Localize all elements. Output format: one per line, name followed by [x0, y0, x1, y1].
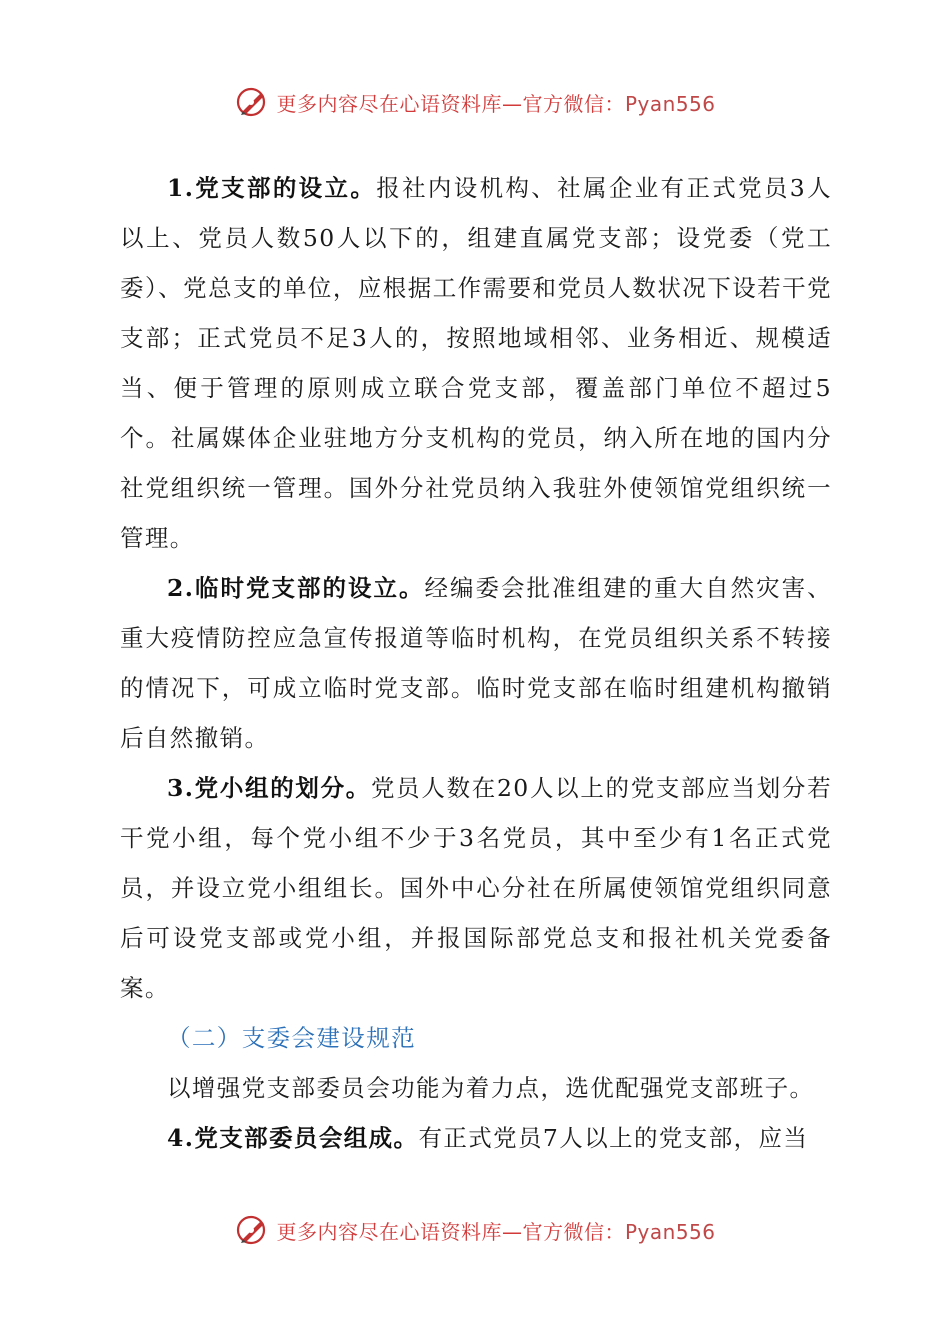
watermark-text: 更多内容尽在心语资料库—官方微信：Pyan556: [276, 91, 716, 116]
paragraph-4: [120, 1113, 832, 1163]
paragraph-4-body: 有正式党员7人以上的党支部，应当: [418, 1124, 809, 1152]
wechat-id-footer: Pyan556: [624, 1219, 716, 1244]
paragraph-1-body: 报社内设机构、社属企业有正式党员3人以上、党员人数50人以下的，组建直属党支部；设党委（党工委）、党总支的单位，应根据工作需要和党员人数状况下设若干党支部；正式党员不足3人的，按照地域相邻、业务相近、规模适当、便于管理的原则成立联合党支部，覆盖部门单位不超过5个。社属媒体企业驻地方分支机构的党员，纳入所在地的国内分社党组织统一管理。国外分社党员纳入我驻外使领馆党组织统一管理。: [120, 174, 832, 552]
section-intro: 以增强党支部委员会功能为着力点，选优配强党支部班子。: [167, 1074, 815, 1102]
watermark-text-footer: 更多内容尽在心语资料库—官方微信：Pyan556: [276, 1219, 716, 1244]
wechat-id: Pyan556: [624, 91, 716, 116]
pen-circle-icon: [234, 1212, 270, 1248]
paragraph-4-heading: 4.党支部委员会组成。: [167, 1124, 419, 1152]
paragraph-2-heading: 2.临时党支部的设立。: [167, 574, 425, 602]
paragraph-2: [120, 563, 832, 763]
section-title: （二）支委会建设规范: [167, 1024, 416, 1052]
paragraph-1: [120, 163, 832, 563]
document-body: [120, 163, 832, 1163]
paragraph-3-heading: 3.党小组的划分。: [167, 774, 371, 802]
paragraph-3: [120, 763, 832, 1013]
watermark-header: [0, 82, 950, 122]
paragraph-2-body: 经编委会批准组建的重大自然灾害、重大疫情防控应急宣传报道等临时机构，在党员组织关系不转接的情况下，可成立临时党支部。临时党支部在临时组建机构撤销后自然撤销。: [120, 574, 832, 752]
paragraph-1-heading: 1.党支部的设立。: [167, 174, 377, 202]
watermark-footer: [0, 1210, 950, 1250]
paragraph-3-body: 党员人数在20人以上的党支部应当划分若干党小组，每个党小组不少于3名党员，其中至少有1名正式党员，并设立党小组组长。国外中心分社在所属使领馆党组织同意后可设党支部或党小组，并报国际部党总支和报社机关党委备案。: [120, 774, 832, 1002]
pen-circle-icon: [234, 84, 270, 120]
